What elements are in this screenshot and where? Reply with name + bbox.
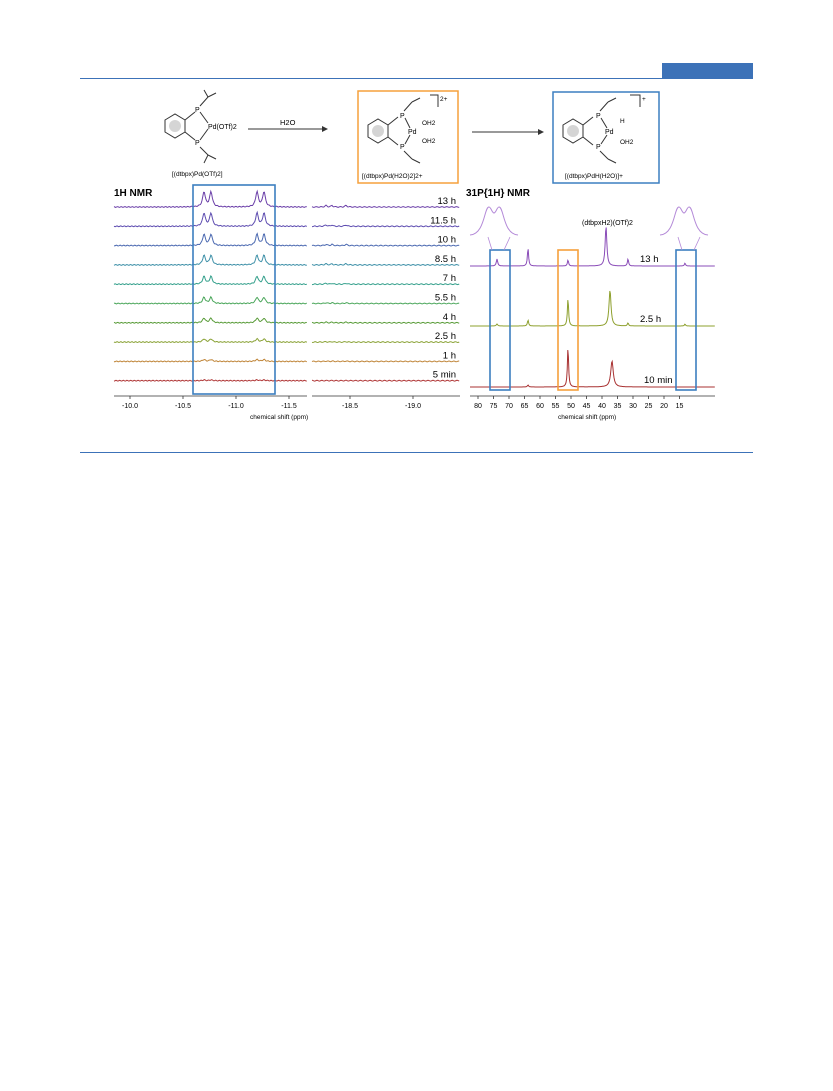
p-tick-label: 35 <box>613 403 622 410</box>
p-nmr-title: 31P{1H} NMR <box>466 188 530 199</box>
h-spectrum-trace <box>114 297 307 304</box>
atom-p: P <box>195 107 200 114</box>
ligand-bottom: OH2 <box>422 138 436 145</box>
h-time-label: 10 h <box>437 234 456 246</box>
atom-p: P <box>400 144 405 151</box>
atom-p: P <box>596 113 601 120</box>
p-time-label: 10 min <box>644 375 673 386</box>
compound-3 <box>553 92 659 183</box>
h-nmr-traces <box>114 191 459 381</box>
ligand-bottom: OH2 <box>620 139 634 146</box>
h-nmr-panel <box>114 185 460 421</box>
metal-label: Pd(OTf)2 <box>208 124 237 131</box>
p-tick-label: 20 <box>660 403 668 410</box>
ligand-top: OH2 <box>422 120 436 127</box>
h-tick-label: -10.5 <box>175 403 191 410</box>
h-spectrum-trace <box>114 339 307 343</box>
header-tab <box>662 63 753 78</box>
p-time-label: 2.5 h <box>640 314 662 325</box>
h-spectrum-trace <box>114 318 307 323</box>
h-time-label: 8.5 h <box>434 253 456 265</box>
p-tick-label: 30 <box>629 403 637 410</box>
reaction-arrow-2 <box>472 129 544 135</box>
p-tick-label: 75 <box>489 403 498 410</box>
footer-rule <box>80 452 753 453</box>
p-tick-label: 55 <box>551 403 560 410</box>
h-tick-label: -11.5 <box>281 403 297 410</box>
reagent-label: H2O <box>280 118 296 127</box>
compound-2 <box>358 91 458 183</box>
p-tick-label: 40 <box>598 403 606 410</box>
p-spectrum-trace <box>470 228 715 267</box>
compound-1-caption: [(dtbpx)Pd(OTf)2] <box>172 171 223 178</box>
zoom-inset-right <box>660 207 708 250</box>
compound-3-box <box>553 92 659 183</box>
charge-label: 2+ <box>440 96 448 103</box>
p-tick-label: 70 <box>505 403 513 410</box>
p-tick-label: 65 <box>520 403 529 410</box>
p-nmr-box-right <box>676 250 696 390</box>
p-nmr-xlabel: chemical shift (ppm) <box>558 414 617 421</box>
h-time-label: 5 min <box>432 369 456 381</box>
h-time-label: 13 h <box>437 196 456 207</box>
p-tick-label: 50 <box>567 403 575 410</box>
atom-p: P <box>195 140 200 147</box>
h-spectrum-trace <box>114 276 307 285</box>
reaction-arrow-1 <box>248 118 328 132</box>
h-nmr-time-labels <box>430 196 456 381</box>
h-spectrum-trace <box>312 283 459 284</box>
p-tick-label: 45 <box>582 403 591 410</box>
atom-p: P <box>400 113 405 120</box>
h-time-label: 4 h <box>442 311 456 323</box>
h-time-label: 1 h <box>442 350 456 362</box>
h-spectrum-trace <box>114 234 307 246</box>
compound-1 <box>165 90 237 178</box>
compound-3-caption: [(dtbpx)PdH(H2O)]+ <box>565 173 623 180</box>
p-spectrum-trace <box>470 291 715 326</box>
p-nmr-traces <box>470 228 715 388</box>
p-nmr-panel <box>466 188 715 421</box>
p-nmr-axis <box>474 396 683 410</box>
p-tick-label: 25 <box>644 403 653 410</box>
h-tick-label: -10.0 <box>122 403 138 410</box>
p-nmr-time-labels <box>640 254 673 386</box>
h-nmr-axis <box>122 396 421 410</box>
h-nmr-xlabel: chemical shift (ppm) <box>250 414 309 421</box>
h-time-label: 5.5 h <box>434 292 456 304</box>
atom-pd: Pd <box>408 129 417 136</box>
p-time-label: 13 h <box>640 254 659 265</box>
h-spectrum-trace <box>312 361 459 362</box>
p-tick-label: 60 <box>536 403 544 410</box>
p-spectrum-trace <box>470 350 715 387</box>
h-spectrum-trace <box>114 380 307 382</box>
h-tick-label: -11.0 <box>228 403 244 410</box>
h-time-label: 2.5 h <box>434 331 456 343</box>
header-rule <box>80 78 753 79</box>
ligand-top: H <box>620 118 625 125</box>
h-tick-label: -18.5 <box>342 403 358 410</box>
h-spectrum-trace <box>114 255 307 265</box>
p-tick-label: 15 <box>675 403 684 410</box>
p-nmr-box-orange <box>558 250 578 390</box>
h-spectrum-trace <box>114 212 307 226</box>
h-tick-label: -19.0 <box>405 403 421 410</box>
p-nmr-box-left <box>490 250 510 390</box>
zoom-inset-left <box>470 207 518 250</box>
figure <box>100 85 720 425</box>
h-spectrum-trace <box>312 322 459 323</box>
h-time-label: 7 h <box>442 273 456 285</box>
charge-label: + <box>642 96 646 103</box>
h-spectrum-trace <box>114 359 307 362</box>
compound-2-caption: [(dtbpx)Pd(H2O)2]2+ <box>362 173 423 180</box>
h-nmr-title: 1H NMR <box>114 188 153 199</box>
p-tick-label: 80 <box>474 403 482 410</box>
p-nmr-annotation: (dtbpxH2)(OTf)2 <box>582 220 633 227</box>
compound-2-box <box>358 91 458 183</box>
atom-p: P <box>596 144 601 151</box>
atom-pd: Pd <box>605 129 614 136</box>
h-time-label: 11.5 h <box>430 215 456 227</box>
